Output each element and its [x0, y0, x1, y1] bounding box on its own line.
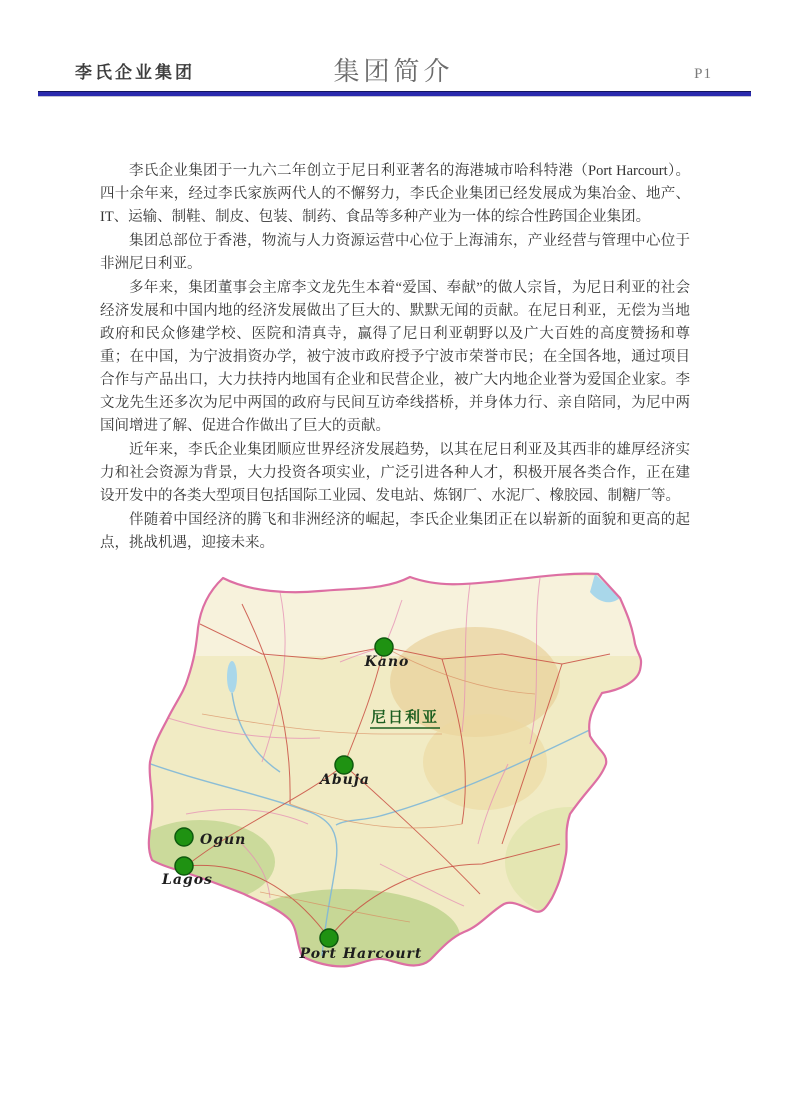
country-label: 尼日利亚: [370, 710, 440, 726]
page-header: [75, 58, 712, 90]
paragraph-recent-projects: 近年来，李氏企业集团顺应世界经济发展趋势，以其在尼日利亚及其西非的雄厚经济实力和社会资源为背景，大力投资各项实业，广泛引进各种人才，积极开展各类合作，正在建设开发中的各类大型项目包括国际工业园、发电站、炼钢厂、水泥厂、橡胶园、制糖厂等。: [100, 442, 690, 504]
company-name: 李氏企业集团: [75, 63, 195, 82]
terrain-north-pale: [140, 576, 665, 656]
nigeria-map: [140, 562, 665, 992]
ogun-dot: [175, 828, 193, 846]
page-number: P1: [694, 66, 712, 82]
kainji-lake: [227, 661, 237, 693]
ogun-label: Ogun: [200, 832, 247, 848]
country-label-group: [370, 708, 440, 728]
paragraph-chairman: 多年来，集团董事会主席李文龙先生本着“爱国、奉献”的做人宗旨，为尼日利亚的社会经济发展和中国内地的经济发展做出了巨大的、默默无闻的贡献。在尼日利亚，无偿为当地政府和民众修建学校、医院和清真寺，赢得了尼日利亚朝野以及广大百姓的高度赞扬和尊重；在中国，为宁波捐资办学，被宁波市政府授予宁波市荣誉市民；在全国各地，通过项目合作与产品出口，大力扶持内地国有企业和民营企业，被广大内地企业誉为爱国企业家。李文龙先生还多次为尼中两国的政府与民间互访牵线搭桥，并身体力行、亲自陪同，为尼中两国间增进了解、促进合作做出了巨大的贡献。: [100, 280, 690, 434]
lagos-label: Lagos: [162, 872, 213, 888]
port-harcourt-label: Port Harcourt: [299, 946, 423, 962]
nigeria-map-svg: [140, 562, 665, 992]
terrain-southeast-green: [505, 807, 635, 917]
paragraph-headquarters: 集团总部位于香港，物流与人力资源运营中心位于上海浦东，产业经营与管理中心位于非洲尼日利亚。: [100, 233, 690, 272]
header-rule: [38, 91, 751, 96]
map-terrain: [140, 562, 665, 992]
abuja-label: Abuja: [320, 772, 370, 788]
body-text: [100, 160, 690, 556]
paragraph-founding: 李氏企业集团于一九六二年创立于尼日利亚著名的海港城市哈科特港（Port Harcourt）。四十余年来，经过李氏家族两代人的不懈努力，李氏企业集团已经发展成为集冶金、地产、IT、运输、制鞋、制皮、包装、制药、食品等多种产业为一体的综合性跨国企业集团。: [100, 163, 690, 225]
page-title: 集团简介: [333, 57, 454, 86]
paragraph-future: 伴随着中国经济的腾飞和非洲经济的崛起，李氏企业集团正在以崭新的面貌和更高的起点，挑战机遇，迎接未来。: [100, 512, 690, 551]
kano-label: Kano: [364, 654, 410, 670]
port-harcourt-dot: [320, 929, 338, 947]
